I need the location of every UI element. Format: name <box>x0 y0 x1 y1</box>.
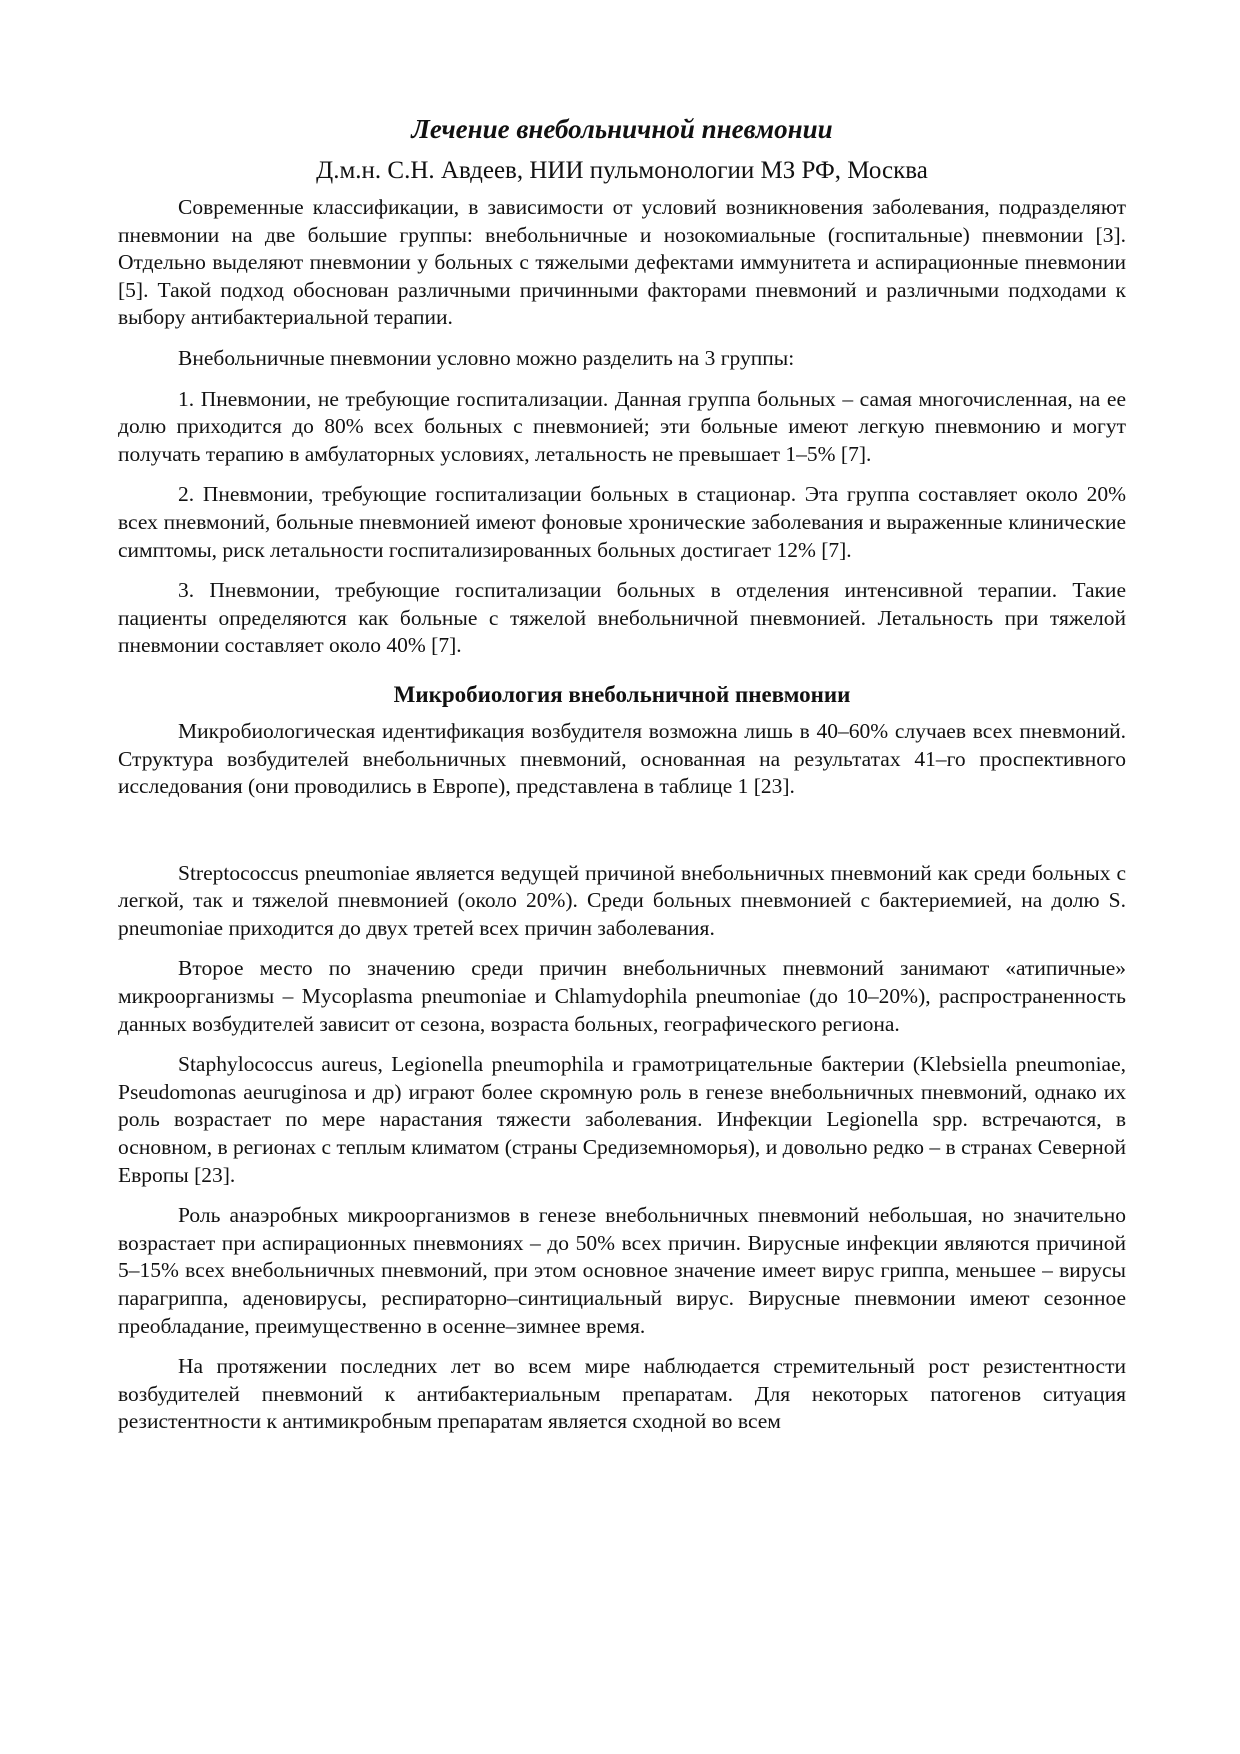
intro-paragraph: Внебольничные пневмонии условно можно разделить на 3 группы: <box>178 345 795 370</box>
document-title: Лечение внебольничной пневмонии <box>411 114 833 144</box>
section-paragraph: Staphylococcus aureus, Legionella pneumophila и грамотрицательные бактерии (Klebsiella pneumoniae, Pseudomonas aeuruginosa и др) играют более скромную роль в генезе внебольничных пневмоний, однако их роль возрастает по мере нарастания тяжести заболевания. Инфекции Legionella spp. встречаются, в основном, в регионах с теплым климатом (страны Средиземноморья), и довольно редко – в странах Северной Европы [23]. <box>118 1052 1126 1187</box>
intro-paragraph: 2. Пневмонии, требующие госпитализации больных в стационар. Эта группа составляет около 20% всех пневмоний, больные пневмонией имеют фоновые хронические заболевания и выраженные клинические симптомы, риск летальности госпитализированных больных достигает 12% [7]. <box>118 482 1126 562</box>
document-page <box>118 112 1126 1449</box>
intro-paragraph: 1. Пневмонии, не требующие госпитализации. Данная группа больных – самая многочисленная, на ее долю приходится до 80% всех больных с пневмонией; эти больные имеют легкую пневмонию и могут получать терапию в амбулаторных условиях, летальность не превышает 1–5% [7]. <box>118 386 1126 466</box>
intro-paragraph: 3. Пневмонии, требующие госпитализации больных в отделения интенсивной терапии. Такие пациенты определяются как больные с тяжелой внебольничной пневмонией. Летальность при тяжелой пневмонии составляет около 40% [7]. <box>118 578 1126 658</box>
table-placeholder-gap <box>118 814 1126 860</box>
section-paragraph: На протяжении последних лет во всем мире наблюдается стремительный рост резистентности возбудителей пневмоний к антибактериальным препаратам. Для некоторых патогенов ситуация резистентности к антимикробным препаратам является сходной во всем <box>118 1354 1126 1434</box>
intro-paragraph: Современные классификации, в зависимости от условий возникновения заболевания, подразделяют пневмонии на две большие группы: внебольничные и нозокомиальные (госпитальные) пневмонии [3]. Отдельно выделяют пневмонии у больных с тяжелыми дефектами иммунитета и аспирационные пневмонии [5]. Такой подход обоснован различными причинными факторами пневмоний и различными подходами к выбору антибактериальной терапии. <box>118 195 1126 330</box>
author-line: Д.м.н. С.Н. Авдеев, НИИ пульмонологии МЗ РФ, Москва <box>316 157 928 184</box>
section-paragraph: Streptococcus pneumoniae является ведущей причиной внебольничных пневмоний как среди больных с легкой, так и тяжелой пневмонией (около 20%). Среди больных пневмонией с бактериемией, на долю S. pneumoniae приходится до двух третей всех причин заболевания. <box>118 860 1126 940</box>
section-paragraph: Роль анаэробных микроорганизмов в генезе внебольничных пневмоний небольшая, но значительно возрастает при аспирационных пневмониях – до 50% всех причин. Вирусные инфекции являются причиной 5–15% всех внебольничных пневмоний, при этом основное значение имеет вирус гриппа, меньшее – вирусы парагриппа, аденовирусы, респираторно–синтициальный вирус. Вирусные пневмонии имеют сезонное преобладание, преимущественно в осенне–зимнее время. <box>118 1203 1126 1338</box>
section-paragraph: Микробиологическая идентификация возбудителя возможна лишь в 40–60% случаев всех пневмоний. Структура возбудителей внебольничных пневмоний, основанная на результатах 41–го проспективного исследования (они проводились в Европе), представлена в таблице 1 [23]. <box>118 718 1126 799</box>
section-heading: Микробиология внебольничной пневмонии <box>393 681 851 707</box>
section-paragraph: Второе место по значению среди причин внебольничных пневмоний занимают «атипичные» микроорганизмы – Mycoplasma pneumoniae и Chlamydophila pneumoniae (до 10–20%), распространенность данных возбудителей зависит от сезона, возраста больных, географического региона. <box>118 956 1126 1036</box>
